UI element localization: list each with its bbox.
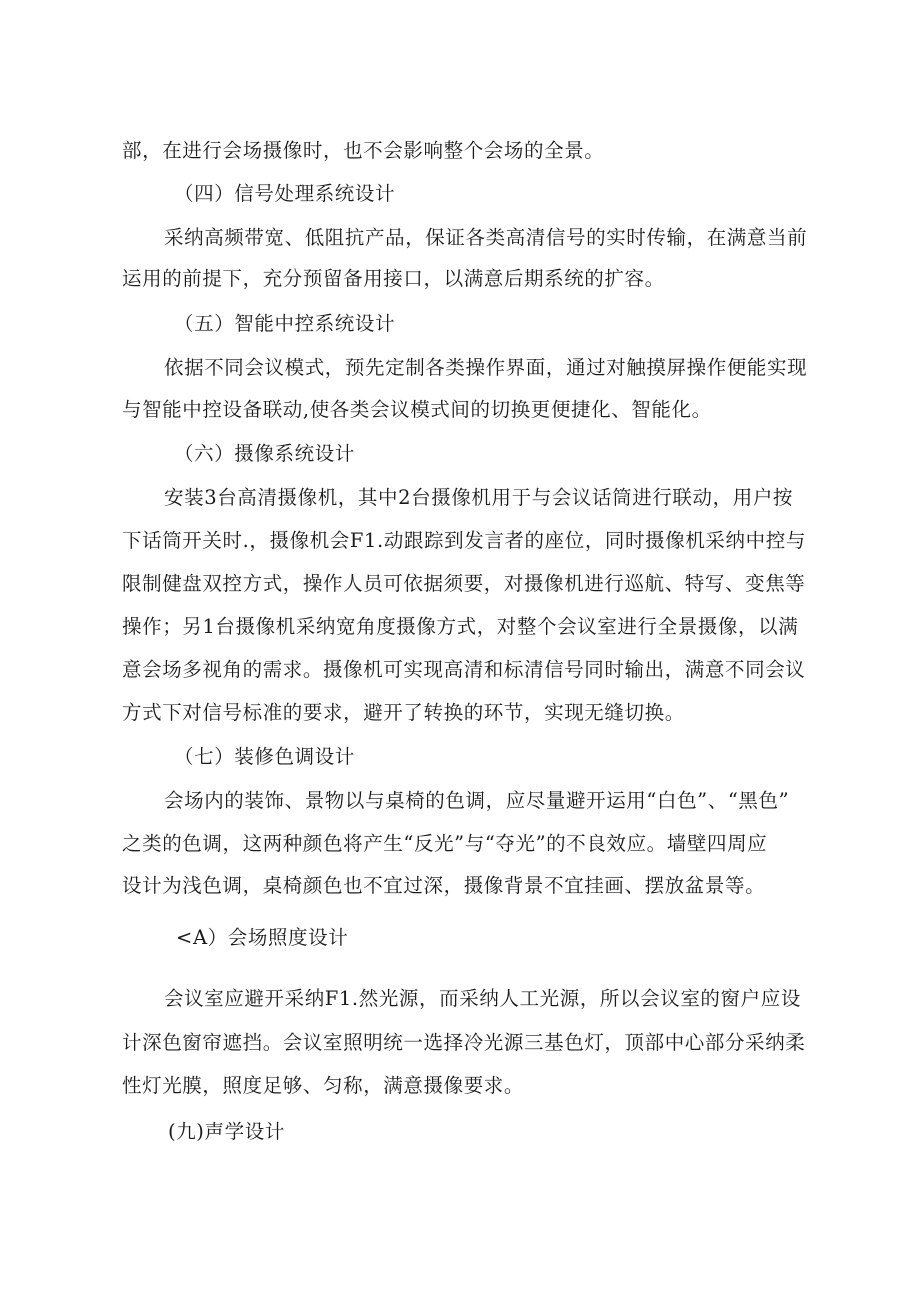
paragraph-line: 与智能中控设备联动,使各类会议模式间的切换更便捷化、智能化。 [122, 398, 712, 421]
section-heading-5: （五）智能中控系统设计 [174, 312, 396, 335]
paragraph-line: 操作；另1台摄像机采纳宽角度摄像方式，对整个会议室进行全景摄像，以满 [122, 615, 799, 638]
paragraph-line: 运用的前提下，充分预留备用接口，以满意后期系统的扩容。 [122, 267, 665, 290]
section-heading-9: (九)声学设计 [168, 1120, 285, 1143]
paragraph-line: 会场内的装饰、景物以与桌椅的色调，应尽量避开运用“白色”、“黑色” [164, 789, 790, 812]
paragraph-line: 会议室应避开采纳F1.然光源，而采纳人工光源，所以会议室的窗户应设 [164, 987, 801, 1010]
paragraph-line: 设计为浅色调，桌椅颜色也不宜过深，摄像背景不宜挂画、摆放盆景等。 [122, 874, 766, 897]
paragraph-line: 部，在进行会场摄像时，也不会影响整个会场的全景。 [122, 139, 605, 162]
section-heading-6: （六）摄像系统设计 [174, 442, 355, 465]
paragraph-line: 性灯光膜，照度足够、匀称，满意摄像要求。 [122, 1074, 525, 1097]
paragraph-line: 依据不同会议模式，预先定制各类操作界面，通过对触摸屏操作便能实现 [164, 356, 808, 379]
paragraph-line: 方式下对信号标准的要求，避开了转换的环节，实现无缝切换。 [122, 701, 685, 724]
section-heading-7: （七）装修色调设计 [174, 745, 355, 768]
paragraph-line: 计深色窗帘遮挡。会议室照明统一选择冷光源三基色灯，顶部中心部分采纳柔 [122, 1031, 806, 1054]
paragraph-line: 下话筒开关时.，摄像机会F1.动跟踪到发言者的座位，同时摄像机采纳中控与 [122, 529, 806, 552]
paragraph-line: 采纳高频带宽、低阻抗产品，保证各类高清信号的实时传输，在满意当前 [164, 226, 808, 249]
paragraph-line: 限制健盘双控方式，操作人员可依据须要，对摄像机进行巡航、特写、变焦等 [122, 572, 806, 595]
section-heading-8: <A）会场照度设计 [176, 926, 349, 949]
paragraph-line: 之类的色调，这两种颜色将产生“反光”与“夺光”的不良效应。墙壁四周应 [122, 832, 768, 855]
section-heading-4: （四）信号处理系统设计 [174, 182, 396, 205]
paragraph-line: 意会场多视角的需求。摄像机可实现高清和标清信号同时输出，满意不同会议 [122, 658, 806, 681]
paragraph-line: 安装3台高清摄像机，其中2台摄像机用于与会议话筒进行联动，用户按 [164, 486, 794, 509]
